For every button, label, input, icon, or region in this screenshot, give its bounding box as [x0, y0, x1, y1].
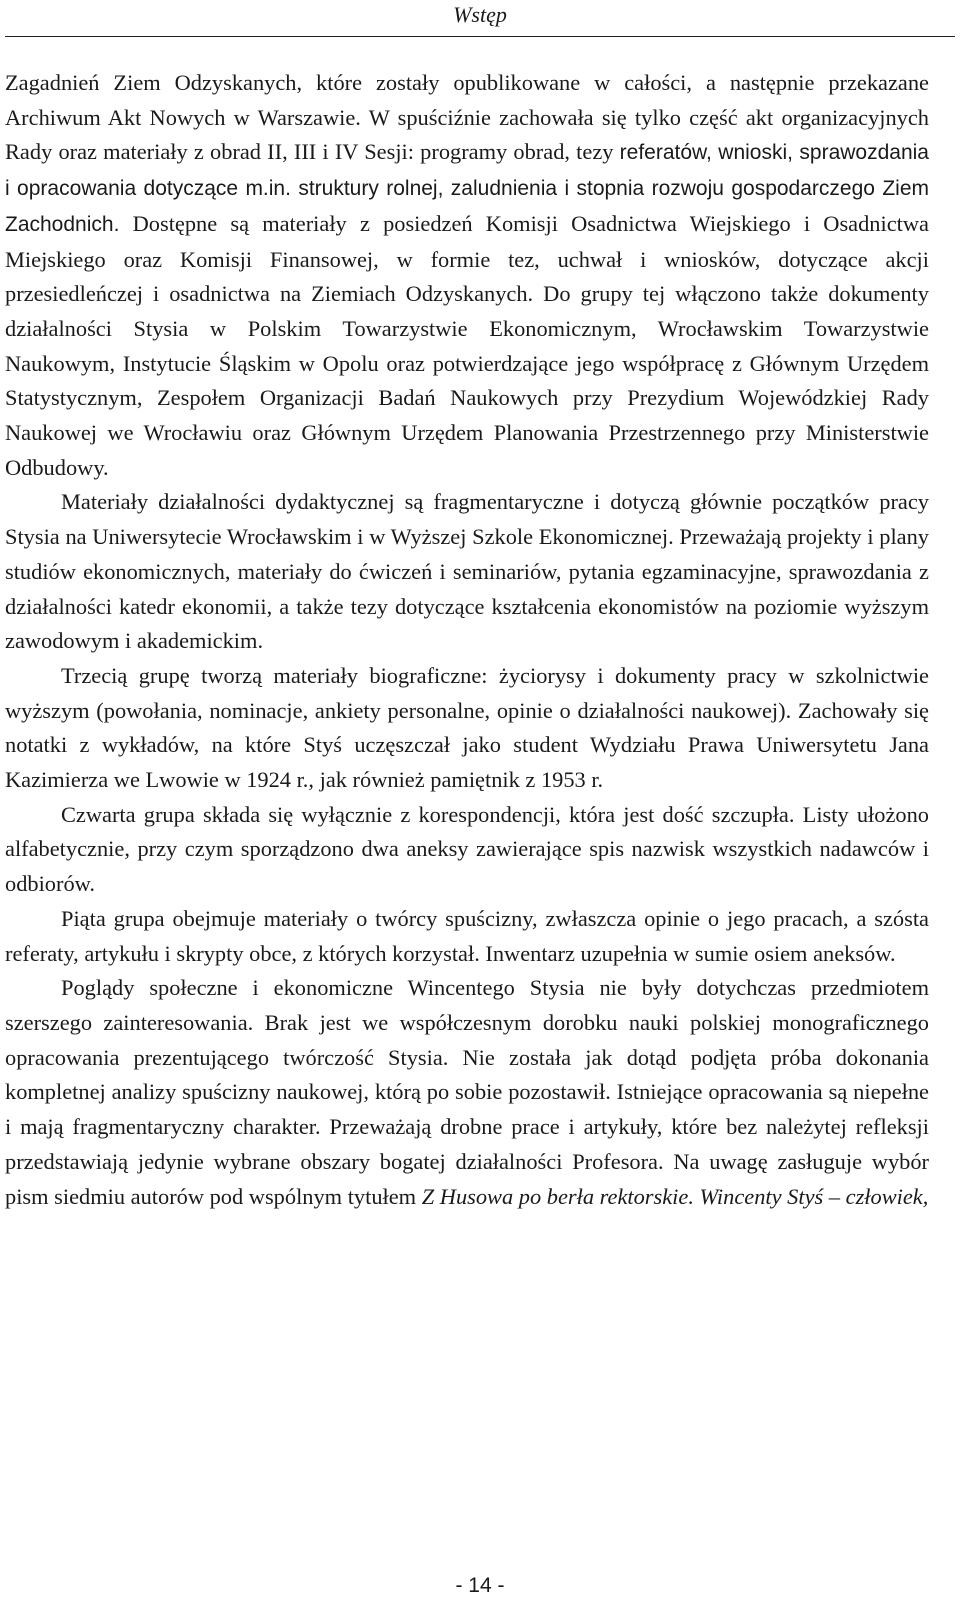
page-number: - 14 - — [455, 1574, 505, 1597]
body-text — [5, 66, 929, 1214]
paragraph-4: Czwarta grupa składa się wyłącznie z korespondencji, która jest dość szczupła. Listy ułożono alfabetycznie, przy czym sporządzono dwa aneksy zawierające spis nazwisk wszystkich nadawców i odbiorów. — [5, 801, 929, 897]
paragraph-3: Trzecią grupę tworzą materiały biograficzne: życiorysy i dokumenty pracy w szkolnictwie wyższym (powołania, nominacje, ankiety personalne, opinie o działalności naukowej). Zachowały się notatki z wykładów, na które Styś uczęszczał jako student Wydziału Prawa Uniwersytetu Jana Kazimierza we Lwowie w 1924 r., jak również pamiętnik z 1953 r. — [5, 662, 929, 793]
paragraph-1-part-b: referatów, wnioski, sprawozdania i opracowania dotyczące m.in. struktury rolnej, zaludnienia i stopnia rozwoju gospodarczego Ziem Zachodnich. — [5, 141, 929, 236]
paragraph-6 — [5, 971, 929, 1214]
paragraph-1-part-c: Dostępne są materiały z posiedzeń Komisji Osadnictwa Wiejskiego i Osadnictwa Miejskiego oraz Komisji Finansowej, w formie tez, uchwał i wniosków, dotyczące akcji przesiedleńczej i osadnictwa na Ziemiach Odzyskanych. — [5, 210, 929, 307]
running-head-title: Wstęp — [453, 2, 507, 27]
paragraph-6-text: Poglądy społeczne i ekonomiczne Wincentego Stysia nie były dotychczas przedmiotem szerszego zainteresowania. Brak jest we współczesnym dorobku nauki polskiej monograficznego opracowania prezentującego twórczość Stysia. Nie została jak dotąd podjęta próba dokonania kompletnej analizy spuścizny naukowej, którą po sobie pozostawił. Istniejące opracowania są niepełne i mają fragmentaryczny charakter. Przeważają drobne prace i artykuły, które bez należytej refleksji przedstawiają jedynie wybrane obszary bogatej działalności Profesora. Na uwagę zasługuje wybór pism siedmiu autorów pod wspólnym tytułem — [5, 975, 929, 1209]
header-rule — [5, 36, 955, 37]
book-title: Z Husowa po berła rektorskie. Wincenty Styś – człowiek, — [421, 1183, 929, 1209]
running-head — [0, 0, 960, 38]
paragraph-1-part-d: Do grupy tej włączono także dokumenty działalności Stysia w Polskim Towarzystwie Ekonomicznym, Wrocławskim Towarzystwie Naukowym, Instytucie Śląskim w Opolu oraz potwierdzające jego współpracę z Głównym Urzędem Statystycznym, Zespołem Organizacji Badań Naukowych przy Prezydium Wojewódzkiej Rady Naukowej we Wrocławiu oraz Głównym Urzędem Planowania Przestrzennego przy Ministerstwie Odbudowy. — [5, 281, 929, 480]
paragraph-1 — [5, 66, 929, 485]
paragraph-1-part-a: Zagadnień Ziem Odzyskanych, które zostały opublikowane w całości, a następnie przekazane Archiwum Akt Nowych w Warszawie. W spuściźnie zachowała się tylko część akt organizacyjnych Rady oraz materiały z obrad II, III i IV Sesji: programy obrad, tezy — [5, 70, 929, 165]
paragraph-2: Materiały działalności dydaktycznej są fragmentaryczne i dotyczą głównie początków pracy Stysia na Uniwersytecie Wrocławskim i w Wyższej Szkole Ekonomicznej. Przeważają projekty i plany studiów ekonomicznych, materiały do ćwiczeń i seminariów, pytania egzaminacyjne, sprawozdania z działalności katedr ekonomii, a także tezy dotyczące kształcenia ekonomistów na poziomie wyższym zawodowym i akademickim. — [5, 489, 929, 654]
paragraph-5: Piąta grupa obejmuje materiały o twórcy spuścizny, zwłaszcza opinie o jego pracach, a szósta referaty, artykułu i skrypty obce, z których korzystał. Inwentarz uzupełnia w sumie osiem aneksów. — [5, 905, 929, 966]
